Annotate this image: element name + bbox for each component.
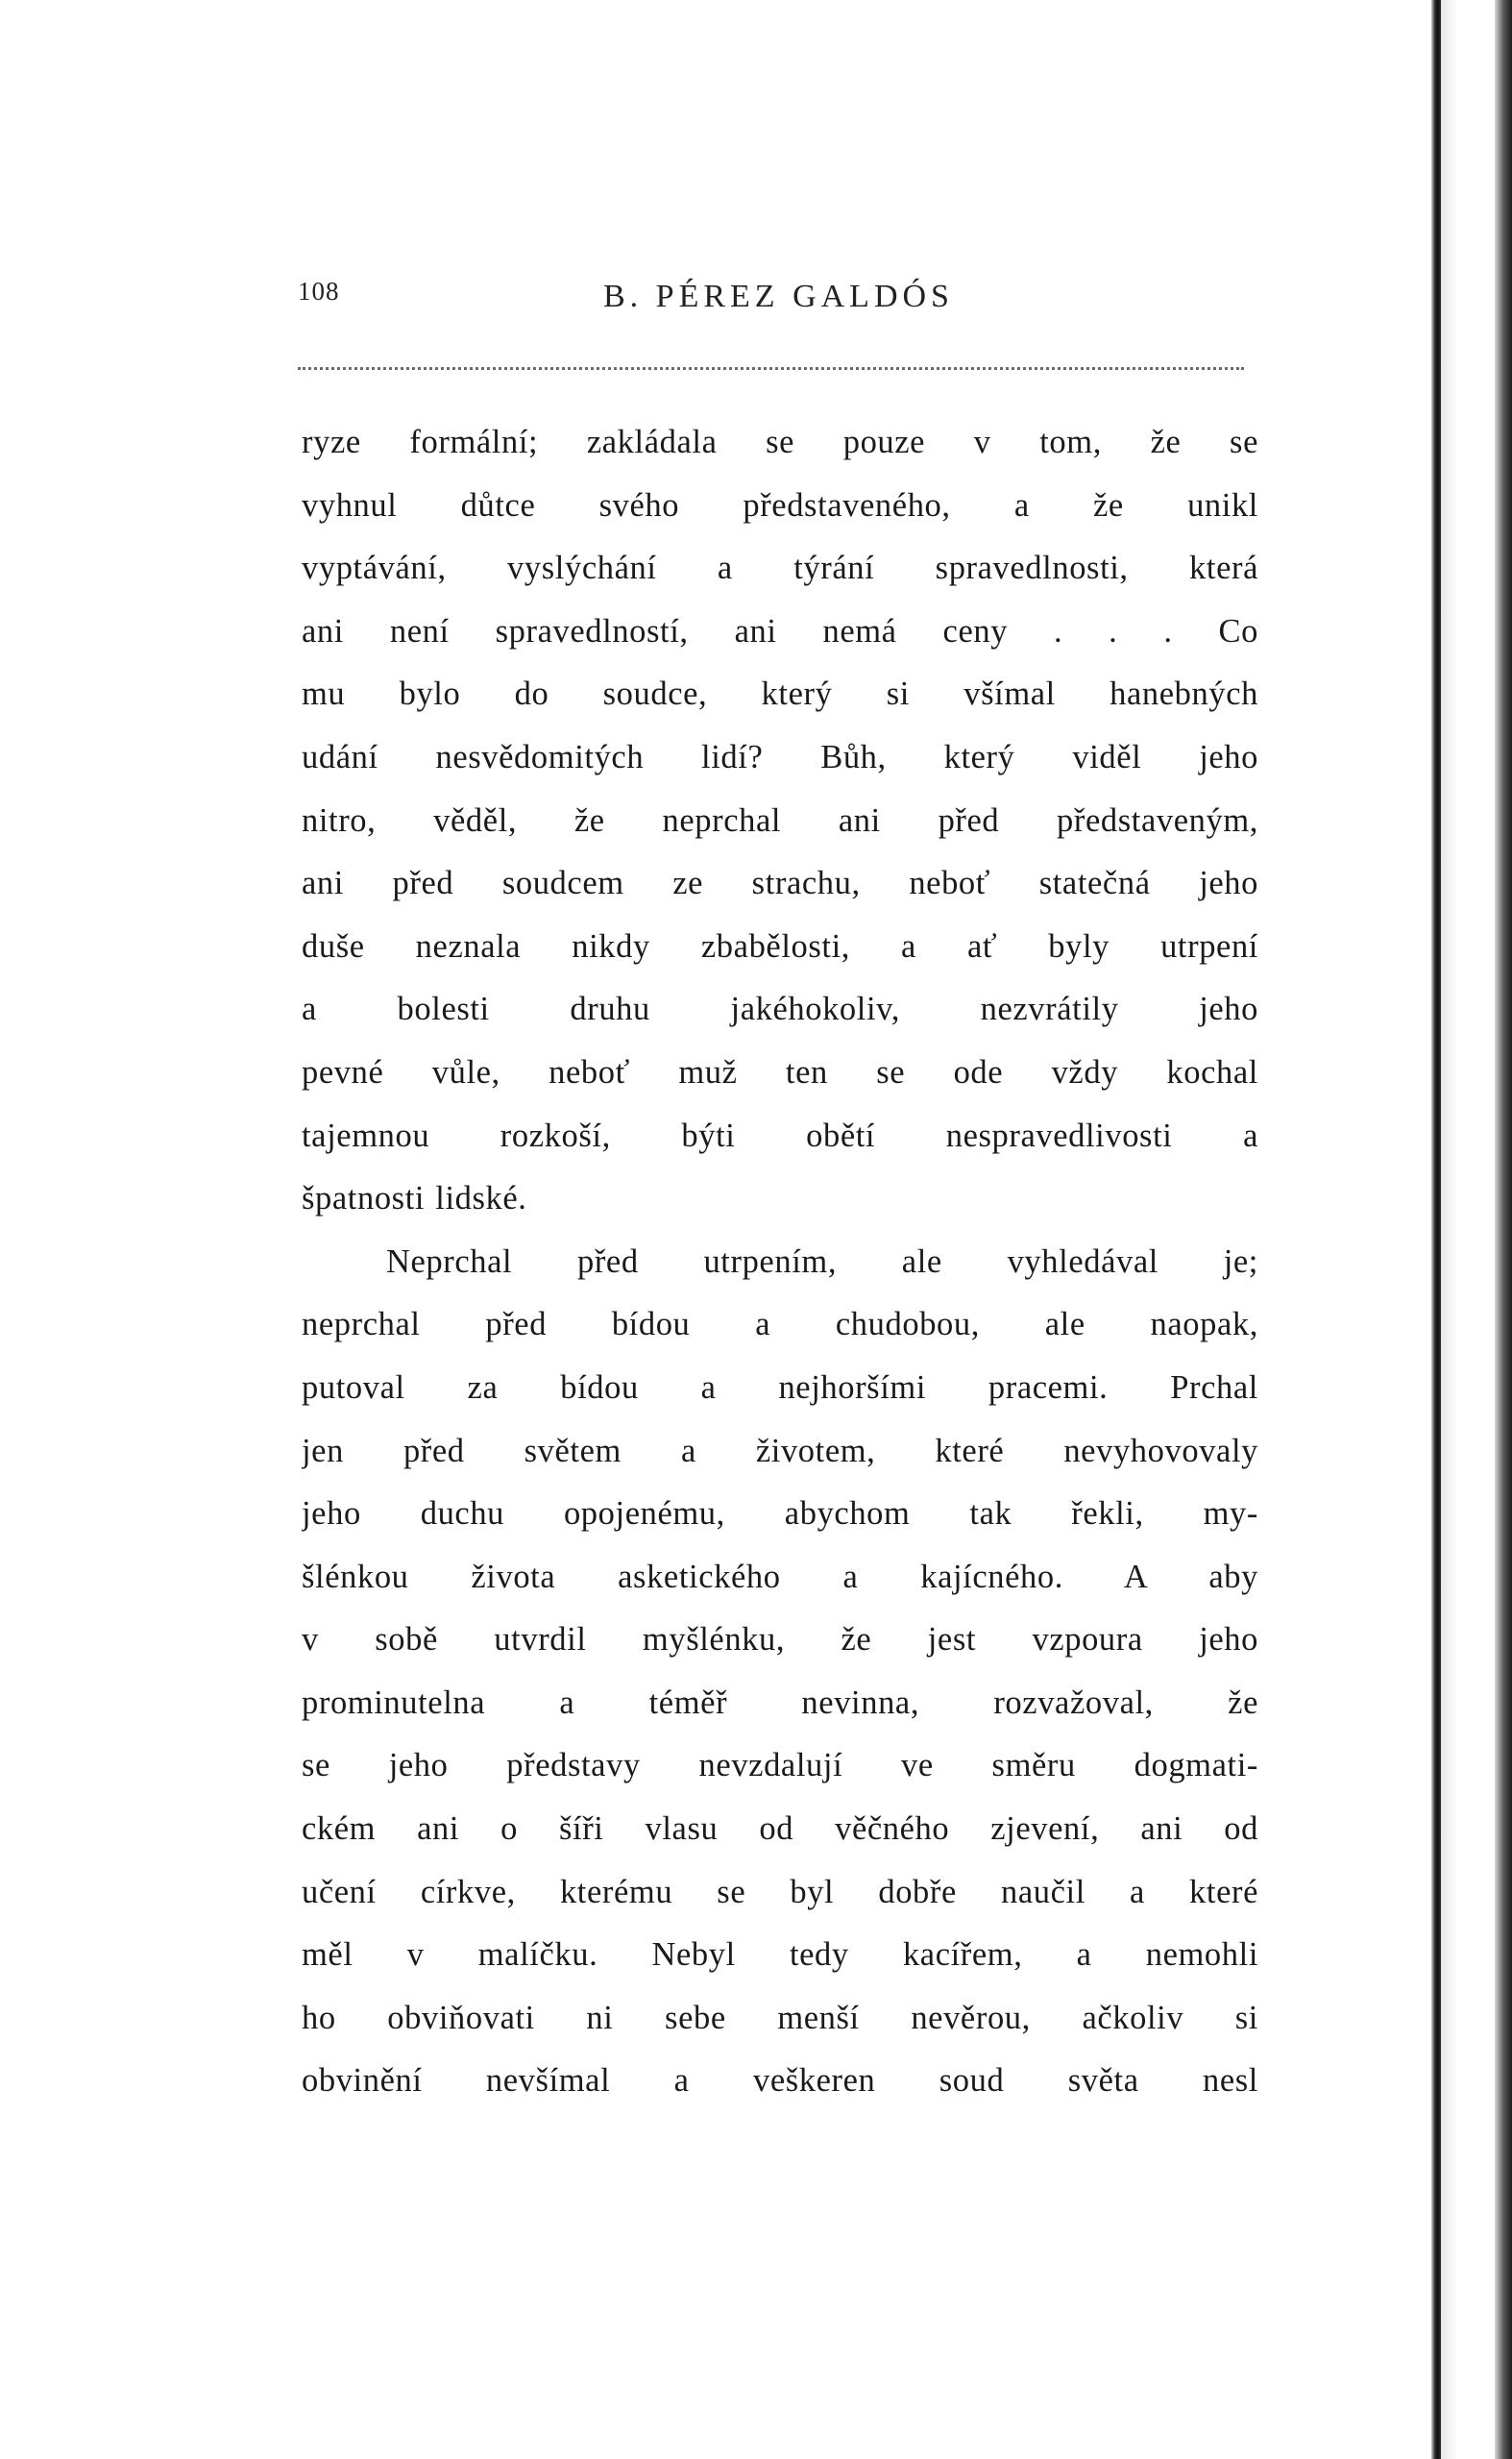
page-header xyxy=(298,271,1244,319)
text-line: udání nesvědomitých lidí? Bůh, který viděl jeho xyxy=(302,738,1258,775)
text-line: pevné vůle, neboť muž ten se ode vždy kochal xyxy=(302,1053,1258,1091)
paragraph xyxy=(302,1231,1258,2113)
scan-edge-gap xyxy=(1441,0,1470,2459)
text-line: v sobě utvrdil myšlénku, že jest vzpoura jeho xyxy=(302,1621,1258,1659)
text-line: mu bylo do soudce, který si všímal hanebných xyxy=(302,676,1258,713)
text-line: neprchal před bídou a chudobou, ale naopak, xyxy=(302,1306,1258,1343)
text-line: se jeho představy nevzdalují ve směru dogmati- xyxy=(302,1747,1258,1784)
text-line: špatnosti lidské. xyxy=(302,1180,527,1217)
text-line: a bolesti druhu jakéhokoliv, nezvrátily jeho xyxy=(302,991,1258,1028)
text-line: jen před světem a životem, které nevyhovovaly xyxy=(302,1432,1258,1469)
text-line: ani před soudcem ze strachu, neboť statečná jeho xyxy=(302,865,1258,902)
text-line: šlénkou života asketického a kajícného. A aby xyxy=(302,1558,1258,1595)
text-line: měl v malíčku. Nebyl tedy kacířem, a nemohli xyxy=(302,1936,1258,1974)
running-head: B. PÉREZ GALDÓS xyxy=(603,279,954,314)
text-line: tajemnou rozkoší, býti obětí nespravedlivosti a xyxy=(302,1117,1258,1154)
text-line: jeho duchu opojenému, abychom tak řekli, my- xyxy=(302,1495,1258,1533)
text-line: Neprchal před utrpením, ale vyhledával je; xyxy=(386,1242,1258,1280)
text-line: ho obviňovati ni sebe menší nevěrou, ačkoliv si xyxy=(302,1999,1258,2036)
text-line: nitro, věděl, že neprchal ani před představeným, xyxy=(302,801,1258,839)
header-rule xyxy=(298,367,1244,370)
text-line: ani není spravedlností, ani nemá ceny . . . Co xyxy=(302,612,1258,650)
text-line: putoval za bídou a nejhoršími pracemi. Prchal xyxy=(302,1368,1258,1406)
text-line: ckém ani o šíři vlasu od věčného zjevení, ani od xyxy=(302,1810,1258,1848)
scan-edge-shadow xyxy=(1431,0,1441,2459)
text-line: učení církve, kterému se byl dobře naučil a které xyxy=(302,1873,1258,1910)
text-line: vyptávání, vyslýchání a týrání spravedlnosti, která xyxy=(302,550,1258,587)
page-number: 108 xyxy=(298,277,340,306)
text-line: vyhnul důtce svého představeného, a že unikl xyxy=(302,486,1258,524)
paragraph xyxy=(302,411,1258,1231)
text-line: obvinění nevšímal a veškeren soud světa nesl xyxy=(302,2062,1258,2100)
scan-edge-outer xyxy=(1495,0,1512,2459)
text-line: prominutelna a téměř nevinna, rozvažoval, že xyxy=(302,1684,1258,1721)
body-text xyxy=(302,411,1258,2113)
text-line: duše neznala nikdy zbabělosti, a ať byly utrpení xyxy=(302,927,1258,965)
text-line: ryze formální; zakládala se pouze v tom, že se xyxy=(302,424,1258,460)
